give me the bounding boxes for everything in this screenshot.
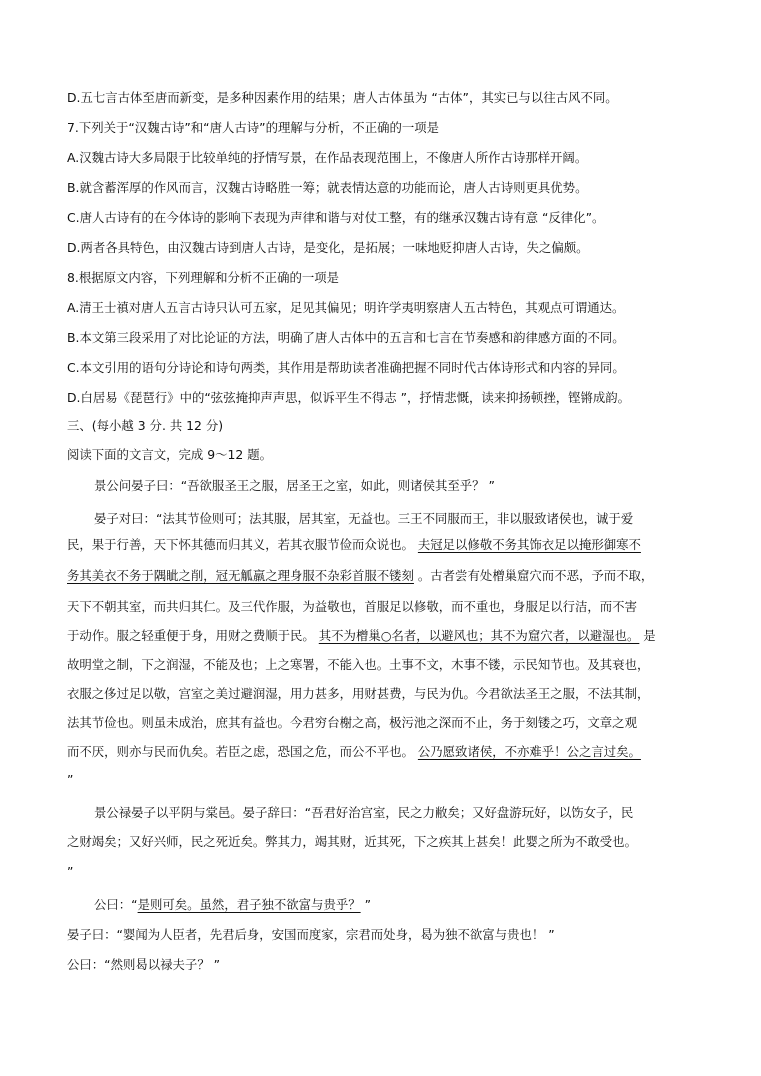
underlined-sentence: 其不为橧巢○名者，以避风也；其不为窟穴者，以避湿也。: [318, 628, 640, 643]
passage-line: 民，果于行善，天下怀其德而归其义，若其衣服节俭而众说也。 夫冠足以修敬不务其饰衣足以掩形御寒不: [67, 537, 641, 552]
passage-line: 于动作。服之轻重便于身，用财之费顺于民。 其不为橧巢○名者，以避风也；其不为窟穴者，以避湿也。 是: [67, 628, 656, 643]
section-3-heading: 三、(每小越 3 分. 共 12 分): [67, 418, 224, 433]
underlined-sentence: 公乃愿致诸侯，不亦难乎！公之言过矣。: [417, 744, 641, 759]
passage-line: 公曰：“然则曷以禄夫子？ ”: [67, 957, 221, 972]
underlined-sentence: 务其美衣不务于隅眦之削，冠无觚羸之理身服不杂彩首服不镂刻: [67, 568, 414, 583]
underlined-sentence: 夫冠足以修敬不务其饰衣足以掩形御寒不: [417, 537, 641, 552]
passage-line: 晏子曰：“婴闻为人臣者，先君后身，安国而度家，宗君而处身，曷为独不欲富与贵也！ ”: [67, 927, 555, 942]
q7-option-c: C.唐人古诗有的在今体诗的影响下表现为声律和谐与对仗工整，有的继承汉魏古诗有意 “反律化”。: [67, 210, 605, 225]
passage-line: 法其节俭也。则虽未成治，庶其有益也。今君穷台榭之高，极污池之深而不止，务于刻镂之巧，文章之观: [67, 715, 637, 730]
passage-line: 公曰：“是则可矣。虽然，君子独不欲富与贵乎？ ”: [94, 897, 371, 912]
q8-option-d: D.白居易《琵琶行》中的“弦弦掩抑声声思，似诉平生不得志 ”，抒情悲慨，读来抑扬顿挫，铿锵成韵。: [67, 390, 631, 405]
passage-line: 景公禄晏子以平阴与棠邑。晏子辞曰：“吾君好治宫室，民之力敝矣；又好盘游玩好，以饬女子，民: [94, 805, 634, 820]
closing-quote: ”: [67, 772, 74, 787]
q7-option-b: B.就含蓄浑厚的作风而言，汉魏古诗略胜一筹；就表情达意的功能而论，唐人古诗则更具优势。: [67, 180, 588, 195]
q8-option-a: A.清王士禛对唐人五言古诗只认可五家，足见其偏见；明许学夷明察唐人五古特色，其观点可谓通达。: [67, 300, 625, 315]
passage-line: 之财竭矣；又好兴师，民之死近矣。弊其力，竭其财，近其死，下之疾其上甚矣！此婴之所为不敢受也。: [67, 834, 637, 849]
passage-line: 故明堂之制，下之润湿，不能及也；上之寒署，不能入也。土事不文，木事不镂，示民知节也。及其衰也，: [67, 657, 650, 672]
passage-line: 景公问晏子曰：“吾欲服圣王之服，居圣王之室，如此，则诸侯其至乎？ ”: [94, 478, 495, 493]
q7-option-a: A.汉魏古诗大多局限于比较单纯的抒情写景，在作品表现范围上，不像唐人所作古诗那样开阔。: [67, 150, 588, 165]
passage-line: 晏子对曰：“法其节俭则可；法其服，居其室，无益也。三王不同服而王，非以服致诸侯也，诚于爱: [94, 511, 634, 526]
question-7: 7.下列关于“汉魏古诗”和“唐人古诗”的理解与分析，不正确的一项是: [67, 120, 440, 135]
underlined-sentence: 是则可矣。虽然，君子独不欲富与贵乎？: [137, 897, 361, 912]
question-8: 8.根据原文内容，下列理解和分析不正确的一项是: [67, 270, 340, 285]
passage-line: 而不厌，则亦与民而仇矣。若臣之虑，恐国之危，而公不平也。 公乃愿致诸侯，不亦难乎！公之言过矣。: [67, 744, 641, 759]
closing-quote: ”: [67, 864, 74, 879]
q8-option-c: C.本文引用的语句分诗论和诗句两类，其作用是帮助读者准确把握不同时代古体诗形式和内容的异同。: [67, 360, 625, 375]
passage-line: 天下不朝其室，而共归其仁。及三代作服，为益敬也，首服足以修敬，而不重也，身服足以行洁，而不害: [67, 599, 637, 614]
passage-line: 衣服之侈过足以敬，宫室之美过避润湿，用力甚多，用财甚费，与民为仇。今君欲法圣王之服，不法其制，: [67, 686, 650, 701]
passage-line: 务其美衣不务于隅眦之削，冠无觚羸之理身服不杂彩首服不镂刻 。古者尝有处橧巢窟穴而不恶，予而不取，: [67, 568, 654, 583]
reading-instruction: 阅读下面的文言文，完成 9～12 题。: [67, 447, 272, 462]
option-d-line: D.五七言古体至唐而新变，是多种因素作用的结果；唐人古体虽为 “古体”，其实已与以往古风不同。: [67, 90, 618, 105]
q7-option-d: D.两者各具特色，由汉魏古诗到唐人古诗，是变化，是拓展；一味地贬抑唐人古诗，失之偏颇。: [67, 240, 589, 255]
q8-option-b: B.本文第三段采用了对比论证的方法，明确了唐人古体中的五言和七言在节奏感和韵律感方面的不同。: [67, 330, 625, 345]
